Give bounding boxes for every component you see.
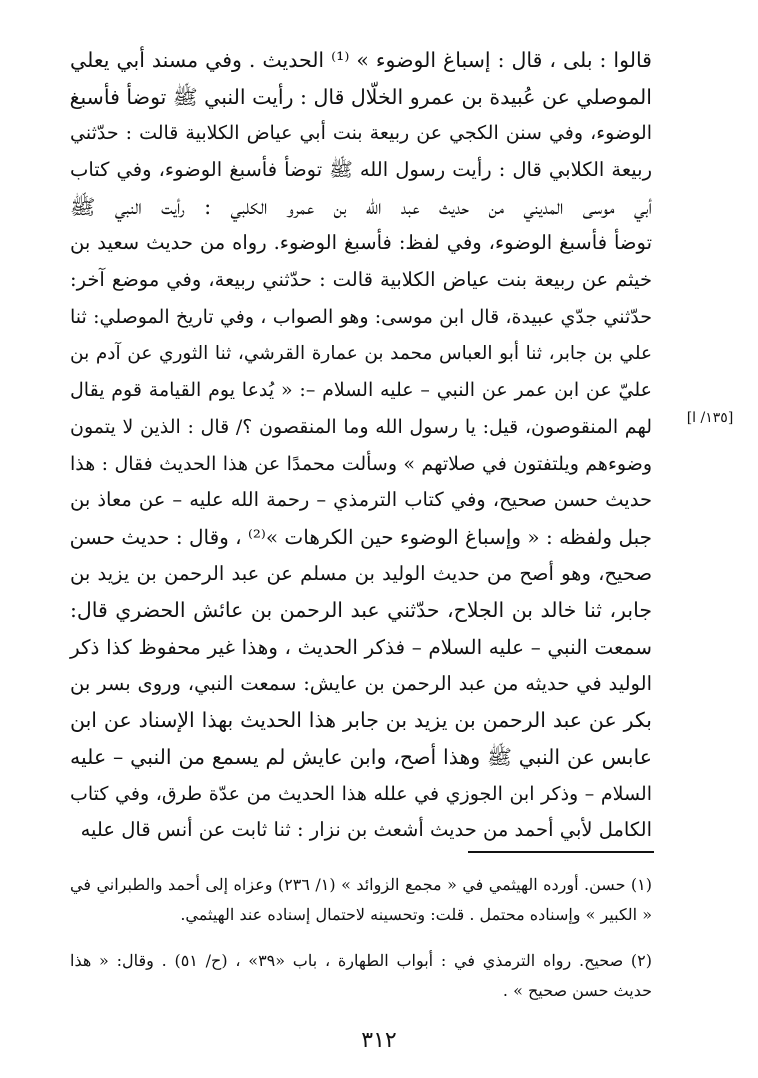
footnote-line: حديث حسن صحيح » . [502,981,652,1000]
text-line: توضأ فأسبغ الوضوء، وفي لفظ: فأسبغ الوضوء. رواه من حديث سعيد بن [70,231,652,255]
text-line: بكر عن عبد الرحمن بن يزيد بن جابر هذا الحديث بهذا الإسناد عن ابن [70,708,652,733]
page-number: ٣١٢ [361,1028,397,1053]
text-line: عابس عن النبي ﷺ وهذا أصح، وابن عايش لم يسمع من النبي – عليه [70,745,652,770]
text-line: السلام – وذكر ابن الجوزي في علله هذا الحديث من عدّة طرق، وفي كتاب [70,782,652,805]
text-line: حديث حسن صحيح، وفي كتاب الترمذي – رحمة الله عليه – عن معاذ بن [70,488,652,512]
main-text [70,42,652,849]
text-line: وضوءهم ويلتفتون في صلاتهم » وسألت محمدًا عن هذا الحديث فقال : هذا [70,452,652,475]
footnote-divider [468,851,654,853]
footnote-line: « الكبير » وإسناده محتمل . قلت: وتحسينه لاحتمال إسناده عند الهيثمي. [180,905,652,924]
text-line: سمعت النبي – عليه السلام – فذكر الحديث ، وهذا غير محفوظ كذا ذكر [70,635,652,659]
text-line: علي بن جابر، ثنا أبو العباس محمد بن عمارة القرشي، ثنا الثوري عن آدم بن [70,342,652,364]
footnote-line: (١) حسن. أورده الهيثمي في « مجمع الزوائد » (١/ ٢٣٦) وعزاه إلى أحمد والطبراني في [70,875,653,894]
text-line: عليّ عن ابن عمر عن النبي – عليه السلام –: « يُدعا يوم القيامة قوم يقال [70,379,652,402]
text-line: ربيعة الكلابي قال : رأيت رسول الله ﷺ توضأ فأسبغ الوضوء، وفي كتاب [70,158,652,182]
text-line: قالوا : بلى ، قال : إسباغ الوضوء » ⁽¹⁾ الحديث . وفي مسند أبي يعلي [70,48,652,72]
text-line: أبي موسى المديني من حديث عبد الله بن عمرو الكلبي : رأيت النبي ﷺ [70,194,652,219]
text-line: الوليد في حديثه من عبد الرحمن بن عايش: سمعت النبي، وروى بسر بن [70,671,652,695]
text-line: الكامل لأبي أحمد من حديث أشعث بن نزار : ثنا ثابت عن أنس قال عليه [80,818,652,842]
text-line: الوضوء، وفي سنن الكجي عن ربيعة بنت أبي عياض الكلابية قالت : حدّثني [70,122,652,145]
text-line: جابر، ثنا خالد بن الجلاح، حدّثني عبد الرحمن بن عائش الحضري قال: [70,598,652,623]
margin-reference: [١٣٥/ ا] [686,410,734,426]
text-line: لهم المنقوصون، قيل: يا رسول الله وما المنقصون ؟/ قال : الذين لا يتمون [70,415,652,438]
footnotes [70,870,652,1022]
footnote-line: (٢) صحيح. رواه الترمذي في : أبواب الطهارة ، باب «٣٩» ، (ح/ ٥١) . وقال: « هذا [70,951,653,970]
footnote [70,946,652,1006]
text-line: صحيح، وهو أصح من حديث الوليد بن مسلم عن عبد الرحمن بن يزيد بن [70,561,652,585]
text-line: خيثم عن ربيعة بنت عياض الكلابية قالت : حدّثني ربيعة، وفي موضع آخر: [70,268,652,292]
text-line: حدّثني جدّي عبيدة، قال ابن موسى: وهو الصواب ، وفي تاريخ الموصلي: ثنا [70,305,652,328]
text-line: الموصلي عن عُبيدة بن عمرو الخلّال قال : رأيت النبي ﷺ توضأ فأسبغ [69,84,652,109]
footnote [70,870,652,930]
text-line: جبل ولفظه : « وإسباغ الوضوء حين الكرهات »⁽²⁾ ، وقال : حديث حسن [69,524,652,549]
